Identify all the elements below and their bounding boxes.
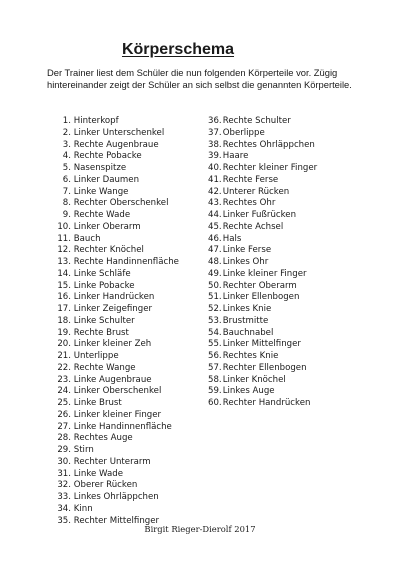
list-item: [208, 128, 317, 140]
item-number: 17.: [57, 304, 71, 314]
item-label: Linke Schulter: [73, 315, 135, 326]
list-item: [208, 281, 317, 293]
body-parts-list-right: [208, 116, 317, 410]
list-item: [208, 398, 317, 410]
item-number: 55.: [208, 339, 222, 350]
list-item: [208, 316, 317, 328]
item-label: Linker Mittelfinger: [222, 339, 301, 350]
item-number: 2.: [62, 127, 71, 138]
item-label: Linke Ferse: [222, 245, 272, 256]
list-item: [208, 210, 317, 222]
item-label: Linke Handinnenfläche: [73, 421, 172, 432]
page-title: Körperschema: [121, 41, 235, 58]
list-item: [208, 375, 317, 387]
list-item: [208, 140, 317, 152]
item-number: 18.: [57, 315, 71, 326]
list-item: [56, 316, 179, 328]
list-item: [56, 445, 179, 457]
item-label: Bauchnabel: [222, 327, 274, 338]
list-item: [56, 351, 179, 363]
list-item: [208, 175, 317, 187]
item-label: Rechtes Ohrläppchen: [222, 139, 315, 150]
item-number: 46.: [208, 233, 222, 244]
list-item: [56, 457, 179, 469]
list-item: [56, 198, 179, 210]
item-number: 37.: [208, 127, 222, 138]
list-item: [56, 375, 179, 387]
item-label: Linke Schläfe: [73, 268, 131, 279]
item-number: 20.: [57, 339, 71, 350]
item-label: Brustmitte: [222, 315, 269, 326]
list-item: [208, 328, 317, 340]
list-item: [56, 281, 179, 293]
item-label: Rechter Unterarm: [73, 456, 151, 467]
list-item: [208, 163, 317, 175]
item-label: Nasenspitze: [73, 163, 127, 173]
item-label: Linker Daumen: [73, 174, 140, 185]
list-item: [56, 480, 179, 492]
list-item: [56, 128, 179, 140]
item-label: Linke Wade: [73, 468, 124, 479]
list-item: [56, 304, 179, 316]
item-number: 51.: [208, 292, 222, 303]
item-number: 49.: [208, 268, 222, 279]
list-item: [208, 269, 317, 281]
list-item: [208, 151, 317, 163]
list-item: [56, 257, 179, 269]
list-item: [208, 222, 317, 234]
item-number: 21.: [57, 351, 71, 361]
item-number: 54.: [208, 327, 222, 338]
item-number: 35.: [57, 515, 71, 526]
list-item: [208, 257, 317, 269]
item-label: Linker Handrücken: [73, 292, 155, 303]
item-number: 59.: [208, 386, 222, 397]
item-number: 53.: [208, 315, 222, 326]
item-label: Linker Fußrücken: [222, 210, 297, 220]
item-number: 13.: [57, 257, 71, 267]
item-number: 1.: [62, 116, 71, 126]
item-label: Rechter kleiner Finger: [222, 163, 318, 173]
item-label: Linkes Ohr: [222, 257, 269, 267]
item-label: Rechte Wade: [73, 210, 131, 220]
item-number: 41.: [208, 174, 222, 185]
item-number: 26.: [57, 409, 71, 420]
list-item: [208, 292, 317, 304]
item-number: 42.: [208, 186, 222, 197]
list-item: [56, 339, 179, 351]
list-item: [56, 492, 179, 504]
item-label: Linkes Auge: [222, 386, 275, 397]
item-number: 38.: [208, 139, 222, 150]
list-item: [56, 386, 179, 398]
item-label: Rechte Augenbraue: [73, 139, 159, 150]
item-label: Rechte Ferse: [222, 174, 279, 185]
item-number: 16.: [57, 292, 71, 303]
item-label: Linker Unterschenkel: [73, 127, 165, 138]
list-item: [56, 422, 179, 434]
item-number: 7.: [62, 186, 71, 197]
item-label: Unterer Rücken: [222, 186, 290, 197]
item-label: Bauch: [73, 233, 101, 244]
item-number: 4.: [62, 151, 71, 162]
item-number: 52.: [208, 304, 222, 314]
item-number: 25.: [57, 398, 71, 408]
item-label: Rechter Oberschenkel: [73, 198, 169, 209]
item-number: 6.: [62, 174, 71, 185]
item-number: 8.: [62, 198, 71, 209]
item-label: Linke Augenbraue: [73, 374, 152, 385]
item-number: 58.: [208, 374, 222, 385]
list-item: [208, 187, 317, 199]
item-number: 9.: [62, 210, 71, 220]
item-number: 50.: [208, 280, 222, 291]
list-item: [208, 339, 317, 351]
list-item: [208, 116, 317, 128]
item-number: 44.: [208, 210, 222, 220]
list-item: [56, 245, 179, 257]
item-label: Linker Ellenbogen: [222, 292, 300, 303]
item-label: Linke kleiner Finger: [222, 268, 307, 279]
item-number: 34.: [57, 503, 71, 514]
item-label: Rechter Knöchel: [73, 245, 144, 256]
list-item: [56, 269, 179, 281]
item-number: 30.: [57, 456, 71, 467]
item-label: Rechte Wange: [73, 362, 136, 373]
item-number: 48.: [208, 257, 222, 267]
item-number: 22.: [57, 362, 71, 373]
item-label: Linkes Ohrläppchen: [73, 492, 159, 502]
item-label: Rechter Handrücken: [222, 398, 311, 408]
item-number: 36.: [208, 116, 222, 126]
list-item: [208, 245, 317, 257]
item-label: Kinn: [73, 503, 93, 514]
item-number: 60.: [208, 398, 222, 408]
item-label: Hals: [222, 233, 242, 244]
list-item: [56, 140, 179, 152]
list-item: [56, 433, 179, 445]
item-label: Linker Oberarm: [73, 221, 141, 232]
item-label: Rechte Achsel: [222, 221, 284, 232]
item-number: 31.: [57, 468, 71, 479]
list-item: [208, 198, 317, 210]
list-item: [56, 187, 179, 199]
list-item: [56, 410, 179, 422]
item-number: 33.: [57, 492, 71, 502]
item-label: Linke Wange: [73, 186, 129, 197]
list-item: [208, 234, 317, 246]
item-label: Rechte Schulter: [222, 116, 291, 126]
list-item: [56, 328, 179, 340]
item-number: 57.: [208, 362, 222, 373]
list-item: [56, 469, 179, 481]
item-label: Linker kleiner Zeh: [73, 339, 152, 350]
item-number: 11.: [57, 233, 71, 244]
item-number: 19.: [57, 327, 71, 338]
list-item: [56, 222, 179, 234]
list-item: [56, 292, 179, 304]
item-number: 32.: [57, 480, 71, 491]
item-label: Oberer Rücken: [73, 480, 138, 491]
item-label: Linker Oberschenkel: [73, 386, 162, 397]
intro-paragraph: Der Trainer liest dem Schüler die nun folgenden Körperteile vor. Zügig hintereinander zeigt der Schüler an sich selbst die genannten Körperteile.: [47, 67, 352, 90]
item-number: 23.: [57, 374, 71, 385]
item-number: 39.: [208, 151, 222, 162]
list-item: [56, 151, 179, 163]
item-label: Rechtes Ohr: [222, 198, 276, 209]
item-number: 14.: [57, 268, 71, 279]
item-number: 5.: [62, 163, 71, 173]
author-credit: Birgit Rieger-Dierolf 2017: [144, 524, 256, 534]
item-number: 45.: [208, 221, 222, 232]
item-label: Rechtes Knie: [222, 351, 279, 361]
item-label: Hinterkopf: [73, 116, 119, 126]
item-number: 43.: [208, 198, 222, 209]
item-label: Linke Brust: [73, 398, 122, 408]
list-item: [208, 351, 317, 363]
item-label: Unterlippe: [73, 351, 119, 361]
item-number: 40.: [208, 163, 222, 173]
list-item: [208, 304, 317, 316]
item-label: Rechte Handinnenfläche: [73, 257, 179, 267]
list-item: [56, 504, 179, 516]
list-item: [56, 175, 179, 187]
item-label: Linker Zeigefinger: [73, 304, 153, 314]
item-label: Rechter Oberarm: [222, 280, 297, 291]
list-item: [56, 234, 179, 246]
item-number: 3.: [62, 139, 71, 150]
item-label: Linkes Knie: [222, 304, 272, 314]
item-label: Rechtes Auge: [73, 433, 133, 444]
item-number: 47.: [208, 245, 222, 256]
list-item: [208, 386, 317, 398]
list-item: [56, 116, 179, 128]
list-item: [208, 363, 317, 375]
item-number: 29.: [57, 445, 71, 455]
item-label: Rechte Brust: [73, 327, 129, 338]
item-number: 10.: [57, 221, 71, 232]
item-number: 27.: [57, 421, 71, 432]
body-parts-list-left: [56, 116, 179, 527]
item-number: 56.: [208, 351, 222, 361]
list-item: [56, 210, 179, 222]
item-label: Linke Pobacke: [73, 280, 135, 291]
list-item: [56, 163, 179, 175]
item-label: Linker Knöchel: [222, 374, 286, 385]
item-label: Rechter Mittelfinger: [73, 515, 160, 526]
item-number: 12.: [57, 245, 71, 256]
item-label: Rechter Ellenbogen: [222, 362, 307, 373]
item-label: Rechte Pobacke: [73, 151, 142, 162]
list-item: [56, 398, 179, 410]
item-label: Linker kleiner Finger: [73, 409, 162, 420]
item-number: 24.: [57, 386, 71, 397]
item-label: Stirn: [73, 445, 94, 455]
item-label: Haare: [222, 151, 249, 162]
item-number: 15.: [57, 280, 71, 291]
item-label: Oberlippe: [222, 127, 265, 138]
item-number: 28.: [57, 433, 71, 444]
list-item: [56, 363, 179, 375]
